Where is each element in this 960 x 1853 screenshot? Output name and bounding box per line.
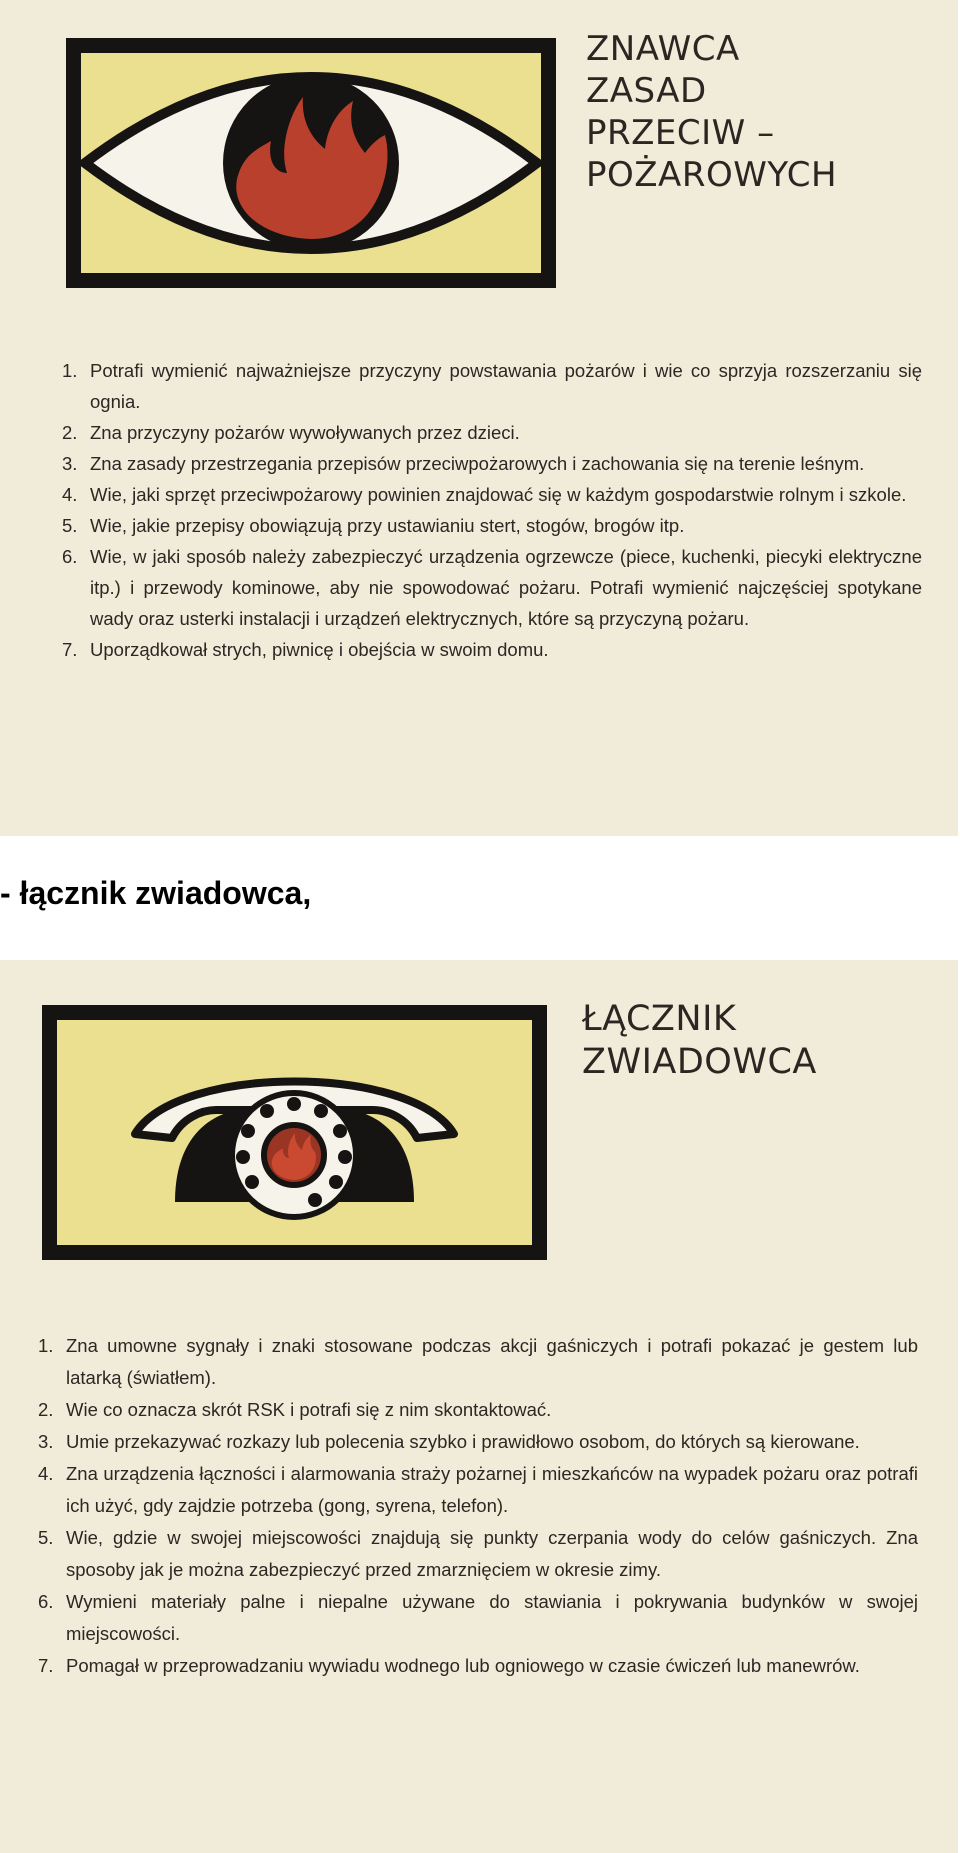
list-item bbox=[62, 541, 922, 634]
telephone-with-flame-icon bbox=[57, 1020, 532, 1245]
requirements-list bbox=[62, 355, 922, 665]
item-number: 4. bbox=[38, 1463, 54, 1484]
list-item bbox=[38, 1586, 918, 1650]
item-number: 4. bbox=[62, 484, 78, 505]
list-item bbox=[62, 479, 922, 510]
badge-card-liaison-scout bbox=[0, 960, 958, 1853]
item-number: 6. bbox=[38, 1591, 54, 1612]
list-item bbox=[38, 1426, 918, 1458]
item-number: 2. bbox=[62, 422, 78, 443]
list-item bbox=[38, 1394, 918, 1426]
item-text: Zna zasady przestrzegania przepisów przeciwpożarowych i zachowania się na terenie leśnym. bbox=[90, 453, 865, 474]
item-text: Uporządkował strych, piwnicę i obejścia w swoim domu. bbox=[90, 639, 549, 660]
item-text: Wie, w jaki sposób należy zabezpieczyć urządzenia ogrzewcze (piece, kuchenki, piecyki elektryczne itp.) i przewody kominowe, aby nie spowodować pożaru. Potrafi wymienić najczęściej spotykane wady oraz usterki instalacji i urządzeń elektrycznych, które są przyczyną pożaru. bbox=[90, 546, 922, 629]
item-text: Zna urządzenia łączności i alarmowania straży pożarnej i mieszkańców na wypadek pożaru oraz potrafi ich użyć, gdy zajdzie potrzeba (gong, syrena, telefon). bbox=[66, 1463, 918, 1516]
item-number: 6. bbox=[62, 546, 78, 567]
requirements-list bbox=[38, 1330, 918, 1682]
list-item bbox=[38, 1650, 918, 1682]
list-item bbox=[62, 634, 922, 665]
item-text: Pomagał w przeprowadzaniu wywiadu wodnego lub ogniowego w czasie ćwiczeń lub manewrów. bbox=[66, 1655, 860, 1676]
item-text: Wie co oznacza skrót RSK i potrafi się z nim skontaktować. bbox=[66, 1399, 552, 1420]
list-item bbox=[62, 510, 922, 541]
item-text: Zna przyczyny pożarów wywoływanych przez dzieci. bbox=[90, 422, 520, 443]
item-text: Zna umowne sygnały i znaki stosowane podczas akcji gaśniczych i potrafi pokazać je gestem lub latarką (światłem). bbox=[66, 1335, 918, 1388]
badge-card-fire-safety bbox=[0, 0, 958, 836]
badge-title: ZNAWCA ZASAD PRZECIW – POŻAROWYCH bbox=[586, 29, 838, 195]
item-number: 7. bbox=[62, 639, 78, 660]
item-number: 5. bbox=[38, 1527, 54, 1548]
item-text: Wie, gdzie w swojej miejscowości znajdują się punkty czerpania wody do celów gaśniczych. Zna sposoby jak je można zabezpieczyć przed zmarznięciem w okresie zimy. bbox=[66, 1527, 918, 1580]
item-number: 3. bbox=[38, 1431, 54, 1452]
item-text: Umie przekazywać rozkazy lub polecenia szybko i prawidłowo osobom, do których są kierowane. bbox=[66, 1431, 860, 1452]
list-item bbox=[62, 448, 922, 479]
section-caption: - łącznik zwiadowca, bbox=[0, 875, 312, 911]
list-item bbox=[38, 1458, 918, 1522]
list-item bbox=[38, 1522, 918, 1586]
item-text: Wie, jaki sprzęt przeciwpożarowy powinien znajdować się w każdym gospodarstwie rolnym i szkole. bbox=[90, 484, 907, 505]
item-number: 3. bbox=[62, 453, 78, 474]
item-text: Wymieni materiały palne i niepalne używane do stawiania i pokrywania budynków w swojej miejscowości. bbox=[66, 1591, 918, 1644]
item-number: 5. bbox=[62, 515, 78, 536]
item-number: 1. bbox=[38, 1335, 54, 1356]
item-number: 7. bbox=[38, 1655, 54, 1676]
badge-title: ŁĄCZNIK ZWIADOWCA bbox=[582, 999, 817, 1082]
list-item bbox=[38, 1330, 918, 1394]
eye-with-flame-icon bbox=[81, 53, 541, 273]
item-number: 1. bbox=[62, 360, 78, 381]
item-text: Wie, jakie przepisy obowiązują przy ustawianiu stert, stogów, brogów itp. bbox=[90, 515, 685, 536]
item-text: Potrafi wymienić najważniejsze przyczyny powstawania pożarów i wie co sprzyja rozszerzaniu się ognia. bbox=[90, 360, 922, 412]
badge-emblem bbox=[66, 38, 556, 288]
item-number: 2. bbox=[38, 1399, 54, 1420]
list-item bbox=[62, 355, 922, 417]
list-item bbox=[62, 417, 922, 448]
badge-emblem bbox=[42, 1005, 547, 1260]
